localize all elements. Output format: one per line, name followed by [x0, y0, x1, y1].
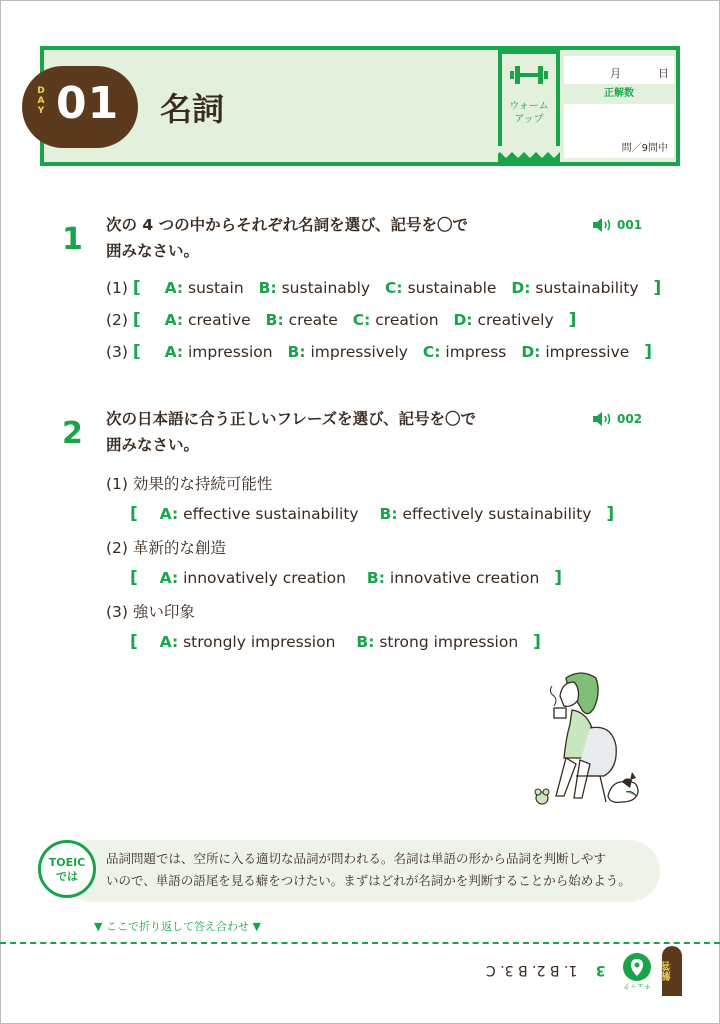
bracket-open: [ — [132, 310, 141, 330]
bracket-close: ] — [554, 568, 563, 588]
warmup-panel — [498, 50, 560, 162]
bracket-open: [ — [130, 568, 138, 588]
option-b[interactable]: B: strong impression — [356, 633, 519, 651]
bracket-open: [ — [130, 632, 138, 652]
answer-values: 1. B 2. B 3. C — [486, 962, 578, 978]
q2-item-3-prompt: (3) 強い印象 — [106, 603, 195, 621]
q2-text — [106, 406, 476, 458]
fold-instruction: ▼ ここで折り返して答え合わせ ▼ — [94, 920, 261, 933]
option-a[interactable]: A: sustain — [164, 279, 244, 297]
q2-item-3-options — [130, 632, 541, 652]
toeic-note-line2: いので、単語の語尾を見る癖をつけたい。まずはどれが名詞かを判断することから始めよう。 — [106, 873, 631, 888]
option-b[interactable]: B: create — [265, 311, 338, 329]
q1-text-line1: 次の 4 つの中からそれぞれ名詞を選び、記号を〇で — [106, 216, 468, 234]
item-label: (3) — [106, 343, 128, 361]
check-label: チェック — [623, 982, 651, 990]
option-a[interactable]: A: creative — [164, 311, 251, 329]
q2-item-2-prompt: (2) 革新的な創造 — [106, 539, 226, 557]
score-field[interactable] — [564, 104, 674, 158]
bracket-open: [ — [132, 278, 141, 298]
day-number: 01 — [56, 78, 120, 129]
q2-item-2-options — [130, 568, 562, 588]
woman-with-cat-illustration — [526, 668, 646, 813]
q2-audio-track: 002 — [617, 412, 643, 426]
bracket-close: ] — [606, 504, 615, 524]
bracket-open: [ — [130, 504, 138, 524]
q1-audio[interactable] — [592, 218, 642, 232]
check-pin-icon — [620, 952, 654, 992]
option-d[interactable]: D: sustainability — [511, 279, 639, 297]
ticket-edge-icon — [498, 146, 560, 160]
warmup-label: ウォーム アップ — [509, 101, 549, 125]
toeic-badge: TOEIC では — [38, 840, 96, 898]
option-b[interactable]: B: effectively sustainability — [379, 505, 592, 523]
date-month-label: 月 — [610, 67, 621, 80]
bracket-close: ] — [568, 310, 577, 330]
bracket-close: ] — [653, 278, 662, 298]
option-c[interactable]: C: sustainable — [385, 279, 497, 297]
option-c[interactable]: C: creation — [352, 311, 439, 329]
bracket-open: [ — [132, 342, 141, 362]
q2-item-1-options — [130, 504, 614, 524]
date-day-label: 日 — [658, 67, 669, 80]
option-a[interactable]: A: strongly impression — [159, 633, 336, 651]
toeic-note-text — [106, 848, 646, 892]
toeic-note-line1: 品詞問題では、空所に入る適切な品詞が問われる。名詞は単語の形から品詞を判断しやす — [106, 851, 607, 866]
item-label: (2) — [106, 311, 128, 329]
option-d[interactable]: D: creatively — [453, 311, 554, 329]
speaker-icon — [592, 412, 614, 426]
answer-tab[interactable]: 解答 — [662, 946, 682, 996]
fold-line — [0, 942, 720, 944]
option-a[interactable]: A: impression — [164, 343, 273, 361]
option-a[interactable]: A: effective sustainability — [159, 505, 359, 523]
answer-number: 3 — [595, 962, 606, 978]
q1-audio-track: 001 — [617, 218, 643, 232]
date-field[interactable] — [564, 56, 674, 84]
answer-key — [486, 962, 616, 978]
q2-item-1-prompt: (1) 効果的な持続可能性 — [106, 475, 273, 493]
q1-item-1 — [106, 278, 661, 298]
option-b[interactable]: B: sustainably — [258, 279, 371, 297]
q2-number: 2 — [62, 416, 83, 451]
score-label: 正解数 — [604, 88, 634, 99]
bracket-close: ] — [533, 632, 541, 652]
q2-text-line2: 囲みなさい。 — [106, 436, 200, 454]
q1-text-line2: 囲みなさい。 — [106, 242, 200, 260]
bracket-close: ] — [644, 342, 653, 362]
option-c[interactable]: C: impress — [422, 343, 507, 361]
q1-item-3 — [106, 342, 652, 362]
date-score-panel — [562, 50, 676, 162]
day-label: DAY — [37, 86, 45, 116]
barbell-icon — [510, 64, 548, 86]
speaker-icon — [592, 218, 614, 232]
q2-audio[interactable] — [592, 412, 642, 426]
option-d[interactable]: D: impressive — [521, 343, 630, 361]
score-suffix: 問／9問中 — [621, 143, 668, 154]
q1-text — [106, 212, 468, 264]
q1-number: 1 — [62, 222, 83, 257]
option-a[interactable]: A: innovatively creation — [159, 569, 346, 587]
page-title: 名詞 — [160, 90, 225, 128]
item-label: (1) — [106, 279, 128, 297]
option-b[interactable]: B: impressively — [287, 343, 408, 361]
q1-item-2 — [106, 310, 576, 330]
q2-text-line1: 次の日本語に合う正しいフレーズを選び、記号を〇で — [106, 410, 476, 428]
option-b[interactable]: B: innovative creation — [366, 569, 540, 587]
day-badge — [22, 66, 138, 148]
